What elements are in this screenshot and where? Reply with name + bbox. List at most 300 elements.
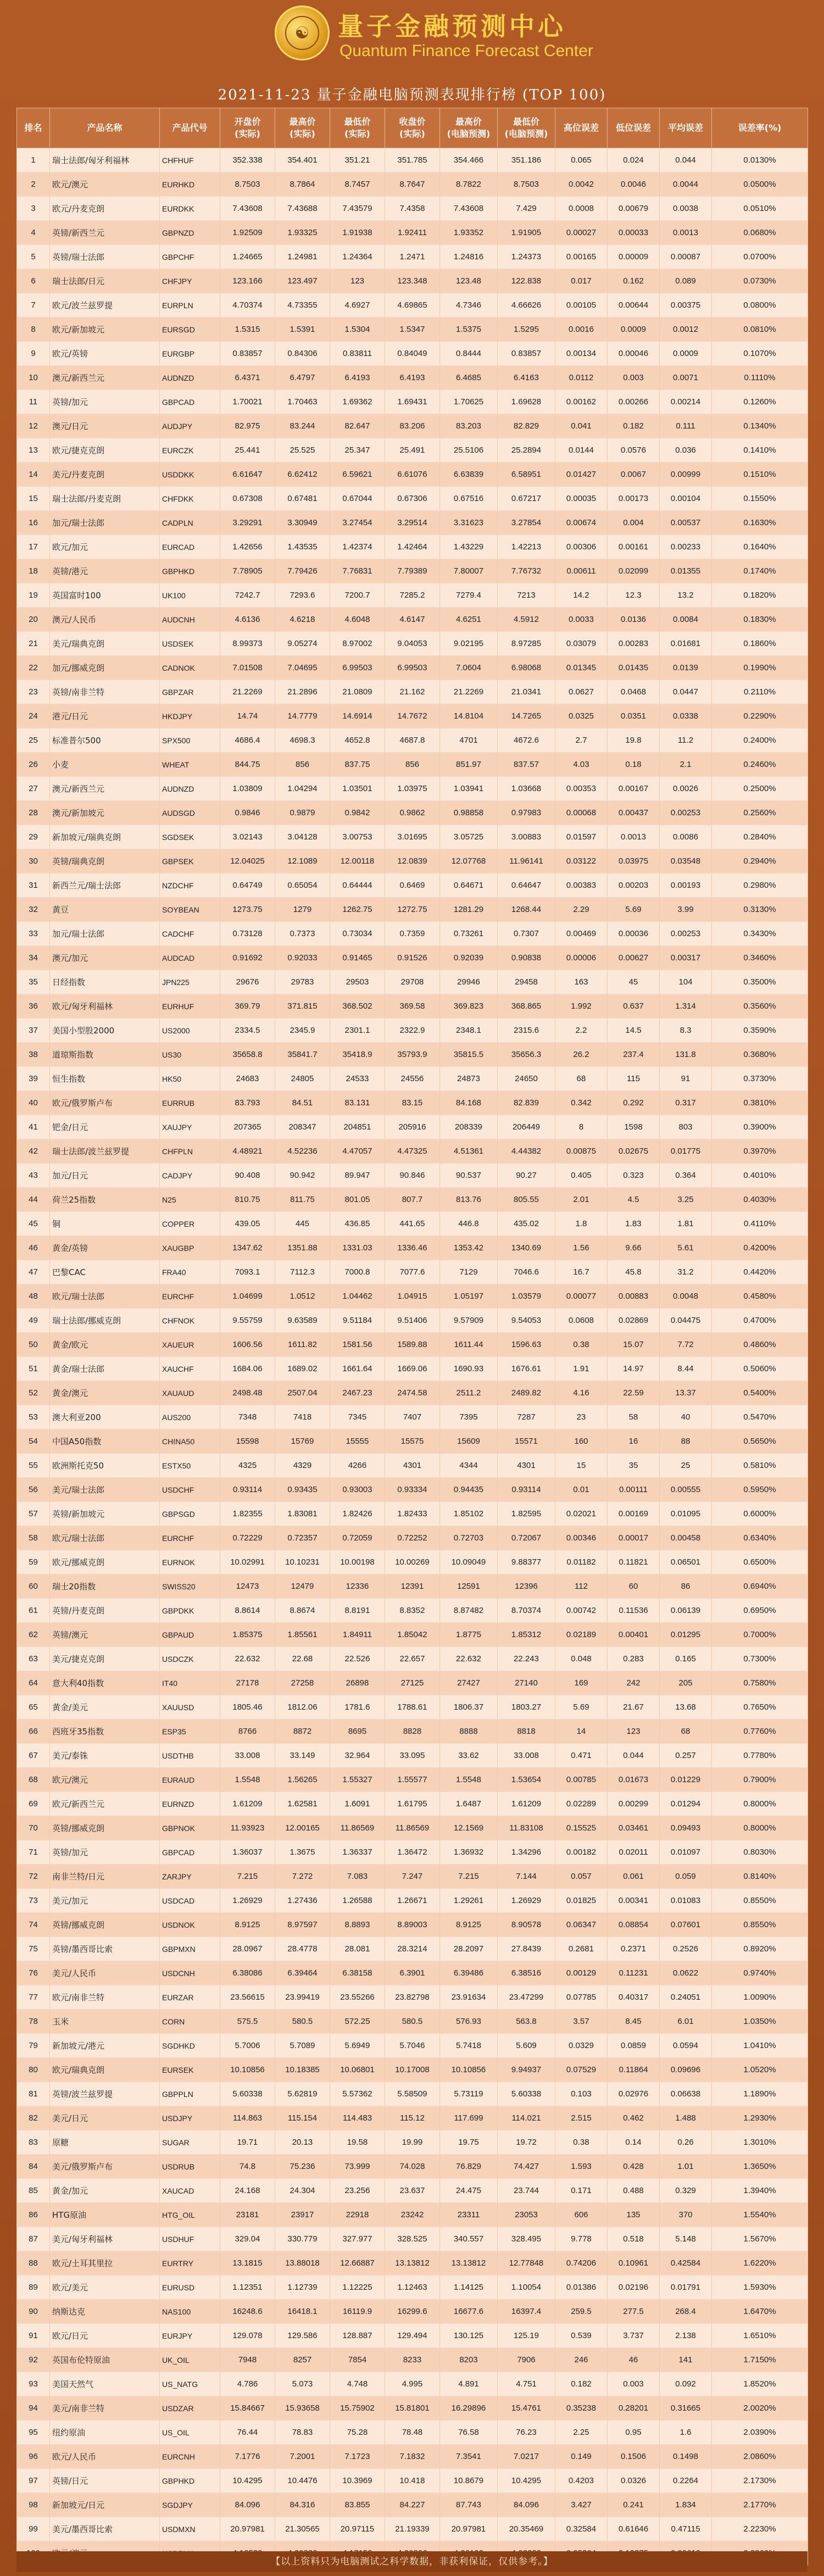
cell-open-actual: 0.67308 [220,487,275,511]
cell-product-code: SPX500 [160,728,220,753]
cell-open-actual: 1.5548 [220,1768,275,1792]
cell-low-actual: 1.91938 [330,221,385,245]
cell-error-rate: 0.5950% [712,1478,808,1502]
cell-product-code: US2000 [160,1019,220,1043]
cell-product-name: 欧元/澳元 [50,173,160,197]
cell-open-actual: 82.975 [220,414,275,438]
cell-low-actual: 572.25 [330,2010,385,2034]
cell-low-error: 0.08854 [608,1913,660,1937]
cell-product-code: GBPSEK [160,849,220,873]
cell-open-actual: 84.096 [220,2493,275,2517]
cell-rank: 32 [17,898,50,922]
cell-product-code: EURCHF [160,1284,220,1309]
cell-close-actual: 8828 [385,1720,440,1744]
cell-error-rate: 0.1340% [712,414,808,438]
cell-high-forecast: 1.6487 [440,1792,498,1816]
cell-error-rate: 0.4030% [712,1188,808,1212]
cell-product-code: FRA40 [160,1260,220,1284]
cell-product-name: 中国A50指数 [50,1429,160,1454]
cell-open-actual: 1.61209 [220,1792,275,1816]
cell-low-forecast: 6.38516 [498,1961,555,1985]
cell-low-forecast: 4301 [498,1454,555,1478]
cell-product-name: 澳元/新西兰元 [50,777,160,801]
cell-low-error: 237.4 [608,1043,660,1067]
cell-close-actual: 25.491 [385,438,440,463]
cell-low-actual: 6.4193 [330,366,385,390]
cell-high-actual: 78.83 [275,2421,330,2445]
cell-open-actual: 6.38086 [220,1961,275,1985]
table-row [17,777,808,801]
cell-low-actual: 4.6927 [330,293,385,318]
cell-low-error: 123 [608,1720,660,1744]
cell-rank: 54 [17,1429,50,1454]
table-row [17,1865,808,1889]
cell-rank: 56 [17,1478,50,1502]
cell-high-forecast: 9.57909 [440,1309,498,1333]
table-row [17,2227,808,2251]
table-row [17,1139,808,1164]
column-header-sublabel: (实际) [235,129,260,139]
cell-low-actual: 1781.6 [330,1695,385,1720]
cell-high-error: 14 [555,1720,608,1744]
cell-high-error: 163 [555,970,608,994]
cell-avg-error: 0.26 [660,2130,712,2155]
cell-error-rate: 0.6940% [712,1574,808,1599]
cell-product-name: 新加坡元/港元 [50,2034,160,2058]
cell-high-actual: 1.12739 [275,2275,330,2300]
cell-low-error: 0.024 [608,148,660,173]
cell-avg-error: 0.01294 [660,1792,712,1816]
cell-avg-error: 0.0071 [660,366,712,390]
cell-error-rate: 0.2110% [712,680,808,704]
cell-low-actual: 6.59621 [330,463,385,487]
cell-high-actual: 445 [275,1212,330,1236]
cell-high-forecast: 0.92039 [440,946,498,970]
cell-product-code: CHINA50 [160,1429,220,1454]
cell-error-rate: 0.1110% [712,366,808,390]
cell-high-forecast: 7129 [440,1260,498,1284]
cell-product-code: EURZAR [160,1985,220,2010]
cell-close-actual: 0.84049 [385,342,440,366]
cell-low-actual: 82.647 [330,414,385,438]
cell-open-actual: 24683 [220,1067,275,1091]
table-row [17,197,808,221]
cell-high-forecast: 813.76 [440,1188,498,1212]
cell-low-error: 14.5 [608,1019,660,1043]
cell-low-actual: 10.00198 [330,1550,385,1574]
cell-error-rate: 1.8520% [712,2372,808,2396]
cell-low-error: 0.11821 [608,1550,660,1574]
cell-product-code: HKDJPY [160,704,220,728]
cell-low-forecast: 435.02 [498,1212,555,1236]
cell-high-error: 3.427 [555,2493,608,2517]
cell-product-name: 美国小型股2000 [50,1019,160,1043]
cell-product-name: 欧元/英镑 [50,342,160,366]
cell-error-rate: 0.3970% [712,1139,808,1164]
cell-high-forecast: 4701 [440,728,498,753]
cell-low-actual: 436.85 [330,1212,385,1236]
cell-high-forecast: 15609 [440,1429,498,1454]
cell-low-forecast: 7046.6 [498,1260,555,1284]
cell-high-error: 1.992 [555,994,608,1019]
cell-avg-error: 6.01 [660,2010,712,2034]
cell-avg-error: 0.2526 [660,1937,712,1961]
cell-high-error: 0.4203 [555,2469,608,2493]
cell-rank: 96 [17,2445,50,2469]
cell-low-error: 0.0326 [608,2469,660,2493]
column-header [385,108,440,148]
cell-product-code: CADJPY [160,1164,220,1188]
cell-open-actual: 1684.06 [220,1357,275,1381]
cell-low-forecast: 74.427 [498,2155,555,2179]
table-row [17,2179,808,2203]
cell-high-error: 112 [555,1574,608,1599]
cell-open-actual: 1.42656 [220,535,275,559]
cell-low-forecast: 7906 [498,2348,555,2372]
cell-high-forecast: 130.125 [440,2324,498,2348]
cell-low-error: 0.00036 [608,922,660,946]
cell-rank: 48 [17,1284,50,1309]
cell-product-name: 英国富时100 [50,583,160,608]
table-row [17,1671,808,1695]
cell-product-code: AUDJPY [160,414,220,438]
cell-rank: 71 [17,1840,50,1865]
cell-product-name: 美元/人民币 [50,1961,160,1985]
cell-open-actual: 844.75 [220,753,275,777]
cell-high-actual: 1611.82 [275,1333,330,1357]
cell-product-code: GBPAUD [160,1623,220,1647]
cell-open-actual: 0.9846 [220,801,275,825]
cell-low-forecast: 2489.82 [498,1381,555,1405]
cell-avg-error: 0.329 [660,2179,712,2203]
cell-high-forecast: 4344 [440,1454,498,1478]
cell-avg-error: 0.01295 [660,1623,712,1647]
cell-close-actual: 4.69865 [385,293,440,318]
cell-close-actual: 28.3214 [385,1937,440,1961]
cell-low-actual: 1.82426 [330,1502,385,1526]
cell-high-error: 0.02289 [555,1792,608,1816]
cell-error-rate: 0.0130% [712,148,808,173]
cell-error-rate: 2.2230% [712,2517,808,2541]
cell-high-error: 0.01427 [555,463,608,487]
cell-high-forecast: 28.2097 [440,1937,498,1961]
cell-open-actual: 7.215 [220,1865,275,1889]
cell-open-actual: 4686.4 [220,728,275,753]
column-header [555,108,608,148]
cell-low-error: 0.00009 [608,245,660,269]
cell-close-actual: 21.162 [385,680,440,704]
cell-error-rate: 0.1640% [712,535,808,559]
cell-product-name: 欧洲斯托克50 [50,1454,160,1478]
cell-high-actual: 5.073 [275,2372,330,2396]
cell-open-actual: 10.02991 [220,1550,275,1574]
cell-high-actual: 12.00165 [275,1816,330,1840]
cell-product-name: 澳大利亚200 [50,1405,160,1429]
table-row [17,922,808,946]
cell-high-actual: 1.0512 [275,1284,330,1309]
cell-high-forecast: 208339 [440,1115,498,1139]
cell-close-actual: 74.028 [385,2155,440,2179]
table-row [17,1695,808,1720]
cell-low-actual: 26898 [330,1671,385,1695]
cell-product-name: 英镑/挪威克朗 [50,1913,160,1937]
cell-open-actual: 6.4371 [220,366,275,390]
cell-error-rate: 0.5060% [712,1357,808,1381]
cell-high-forecast: 7395 [440,1405,498,1429]
cell-close-actual: 0.67306 [385,487,440,511]
cell-high-forecast: 7.80007 [440,559,498,583]
cell-high-actual: 4329 [275,1454,330,1478]
cell-open-actual: 25.441 [220,438,275,463]
cell-open-actual: 4.6136 [220,608,275,632]
cell-low-forecast: 9.94937 [498,2058,555,2082]
cell-high-error: 0.539 [555,2324,608,2348]
cell-rank: 72 [17,1865,50,1889]
cell-low-actual: 11.86569 [330,1816,385,1840]
cell-high-error: 2.2 [555,1019,608,1043]
cell-low-error: 9.66 [608,1236,660,1260]
cell-close-actual: 1.42464 [385,535,440,559]
table-row [17,1043,808,1067]
cell-low-error: 0.061 [608,1865,660,1889]
table-row [17,1985,808,2010]
cell-low-error: 0.11231 [608,1961,660,1985]
cell-high-error: 0.02189 [555,1623,608,1647]
cell-avg-error: 1.6 [660,2421,712,2445]
cell-high-error: 0.0608 [555,1309,608,1333]
cell-low-error: 0.00169 [608,1502,660,1526]
cell-rank: 50 [17,1333,50,1357]
cell-open-actual: 19.71 [220,2130,275,2155]
cell-product-name: 欧元/挪威克朗 [50,1550,160,1574]
cell-high-forecast: 16.29896 [440,2396,498,2421]
cell-high-error: 0.065 [555,148,608,173]
cell-low-error: 3.737 [608,2324,660,2348]
cell-rank: 53 [17,1405,50,1429]
cell-low-forecast: 1268.44 [498,898,555,922]
cell-low-forecast: 82.839 [498,1091,555,1115]
cell-rank: 57 [17,1502,50,1526]
cell-product-code: US_NATG [160,2372,220,2396]
cell-product-name: 英镑/港元 [50,559,160,583]
cell-product-name: 欧元/人民币 [50,2445,160,2469]
cell-close-actual: 1.12463 [385,2275,440,2300]
cell-product-name: 英镑/南非兰特 [50,680,160,704]
cell-low-error: 0.95 [608,2421,660,2445]
table-row [17,1744,808,1768]
cell-low-error: 0.02196 [608,2275,660,2300]
cell-high-error: 0.35238 [555,2396,608,2421]
cell-low-actual: 16119.9 [330,2300,385,2324]
cell-high-forecast: 6.39486 [440,1961,498,1985]
cell-low-forecast: 12.77848 [498,2251,555,2275]
cell-high-actual: 0.7373 [275,922,330,946]
cell-close-actual: 1.69431 [385,390,440,414]
cell-product-code: CHFDKK [160,487,220,511]
cell-product-name: 美元/墨西哥比索 [50,2517,160,2541]
cell-close-actual: 24556 [385,1067,440,1091]
cell-open-actual: 6.61647 [220,463,275,487]
cell-error-rate: 0.1260% [712,390,808,414]
cell-low-forecast: 7.0217 [498,2445,555,2469]
cell-error-rate: 0.4860% [712,1333,808,1357]
cell-avg-error: 0.01791 [660,2275,712,2300]
cell-product-name: 美元/加元 [50,1889,160,1913]
table-row [17,1188,808,1212]
cell-low-forecast: 1.91905 [498,221,555,245]
cell-high-error: 0.01597 [555,825,608,849]
cell-product-code: USDCAD [160,1889,220,1913]
cell-error-rate: 0.6500% [712,1550,808,1574]
cell-product-name: 玉米 [50,2010,160,2034]
cell-product-name: 西班牙35指数 [50,1720,160,1744]
cell-high-forecast: 123.48 [440,269,498,293]
cell-high-actual: 7.2001 [275,2445,330,2469]
cell-low-forecast: 6.4163 [498,366,555,390]
cell-error-rate: 1.6510% [712,2324,808,2348]
cell-high-error: 0.38 [555,1333,608,1357]
cell-high-actual: 0.72357 [275,1526,330,1550]
cell-product-code: AUDCAD [160,946,220,970]
cell-close-actual: 0.72252 [385,1526,440,1550]
cell-high-error: 0.01345 [555,656,608,680]
cell-high-actual: 4698.3 [275,728,330,753]
cell-open-actual: 14.74 [220,704,275,728]
cell-high-forecast: 25.5106 [440,438,498,463]
cell-product-code: USDSEK [160,632,220,656]
cell-high-error: 0.0627 [555,680,608,704]
cell-product-code: AUDNZD [160,777,220,801]
cell-open-actual: 7093.1 [220,1260,275,1284]
table-row [17,1889,808,1913]
cell-product-name: 纳斯达克 [50,2300,160,2324]
table-row [17,1284,808,1309]
cell-avg-error: 40 [660,1405,712,1429]
cell-avg-error: 0.00193 [660,873,712,898]
cell-high-forecast: 7.0604 [440,656,498,680]
cell-rank: 43 [17,1164,50,1188]
cell-close-actual: 0.9862 [385,801,440,825]
cell-product-name: 新加坡元/日元 [50,2493,160,2517]
cell-error-rate: 0.1550% [712,487,808,511]
table-row [17,1840,808,1865]
table-row [17,2010,808,2034]
cell-open-actual: 33.008 [220,1744,275,1768]
cell-low-actual: 9.51184 [330,1309,385,1333]
cell-high-actual: 3.04128 [275,825,330,849]
cell-avg-error: 0.089 [660,269,712,293]
cell-high-actual: 7418 [275,1405,330,1429]
cell-high-actual: 15.93658 [275,2396,330,2421]
cell-low-error: 0.11864 [608,2058,660,2082]
cell-close-actual: 6.3901 [385,1961,440,1985]
cell-high-forecast: 1.93352 [440,221,498,245]
cell-low-actual: 8.8893 [330,1913,385,1937]
cell-high-actual: 1.83081 [275,1502,330,1526]
cell-low-forecast: 82.829 [498,414,555,438]
table-row [17,1913,808,1937]
cell-avg-error: 0.00317 [660,946,712,970]
cell-product-code: ESTX50 [160,1454,220,1478]
cell-error-rate: 0.2840% [712,825,808,849]
cell-error-rate: 0.4700% [712,1309,808,1333]
cell-close-actual: 11.86569 [385,1816,440,1840]
cell-close-actual: 8.7647 [385,173,440,197]
cell-avg-error: 0.24051 [660,1985,712,2010]
cell-open-actual: 7242.7 [220,583,275,608]
cell-high-actual: 12.1089 [275,849,330,873]
brand-name-en: Quantum Finance Forecast Center [339,42,593,60]
cell-product-name: 日经指数 [50,970,160,994]
cell-product-code: GBPMXN [160,1937,220,1961]
cell-low-forecast: 24650 [498,1067,555,1091]
table-row [17,2082,808,2106]
cell-rank: 77 [17,1985,50,2010]
cell-rank: 45 [17,1212,50,1236]
cell-error-rate: 0.4420% [712,1260,808,1284]
cell-high-actual: 811.75 [275,1188,330,1212]
cell-avg-error: 0.01355 [660,559,712,583]
cell-avg-error: 0.092 [660,2372,712,2396]
cell-error-rate: 0.2980% [712,873,808,898]
cell-low-error: 45.8 [608,1260,660,1284]
table-row [17,873,808,898]
cell-open-actual: 1.36037 [220,1840,275,1865]
cell-rank: 11 [17,390,50,414]
brand-logo [275,5,330,60]
column-header [608,108,660,148]
cell-avg-error: 5.61 [660,1236,712,1260]
cell-low-forecast: 84.096 [498,2493,555,2517]
cell-product-code: GBPCHF [160,245,220,269]
cell-low-actual: 10.3969 [330,2469,385,2493]
cell-high-error: 4.03 [555,753,608,777]
cell-avg-error: 0.00104 [660,487,712,511]
cell-close-actual: 5.58509 [385,2082,440,2106]
table-row [17,559,808,583]
cell-avg-error: 0.044 [660,148,712,173]
cell-product-name: 美元/泰铢 [50,1744,160,1768]
cell-high-forecast: 0.98858 [440,801,498,825]
cell-low-error: 0.1506 [608,2445,660,2469]
cell-open-actual: 74.8 [220,2155,275,2179]
cell-high-actual: 10.10231 [275,1550,330,1574]
cell-high-forecast: 4.51361 [440,1139,498,1164]
cell-error-rate: 0.8550% [712,1889,808,1913]
cell-low-error: 0.00266 [608,390,660,414]
cell-error-rate: 0.0700% [712,245,808,269]
cell-open-actual: 23181 [220,2203,275,2227]
cell-open-actual: 1.85375 [220,1623,275,1647]
table-row [17,753,808,777]
cell-high-forecast: 0.72703 [440,1526,498,1550]
cell-rank: 25 [17,728,50,753]
table-row [17,2251,808,2275]
cell-avg-error: 0.0044 [660,173,712,197]
cell-low-actual: 7.1723 [330,2445,385,2469]
cell-rank: 59 [17,1550,50,1574]
cell-product-code: CADPLN [160,511,220,535]
cell-low-actual: 7000.8 [330,1260,385,1284]
cell-high-actual: 1.24981 [275,245,330,269]
cell-product-code: SWISS20 [160,1574,220,1599]
cell-product-code: SGDHKD [160,2034,220,2058]
cell-low-actual: 204851 [330,1115,385,1139]
cell-open-actual: 12473 [220,1574,275,1599]
cell-product-name: 港元/日元 [50,704,160,728]
cell-product-name: 欧元/丹麦克朗 [50,197,160,221]
cell-product-name: 纽约原油 [50,2421,160,2445]
